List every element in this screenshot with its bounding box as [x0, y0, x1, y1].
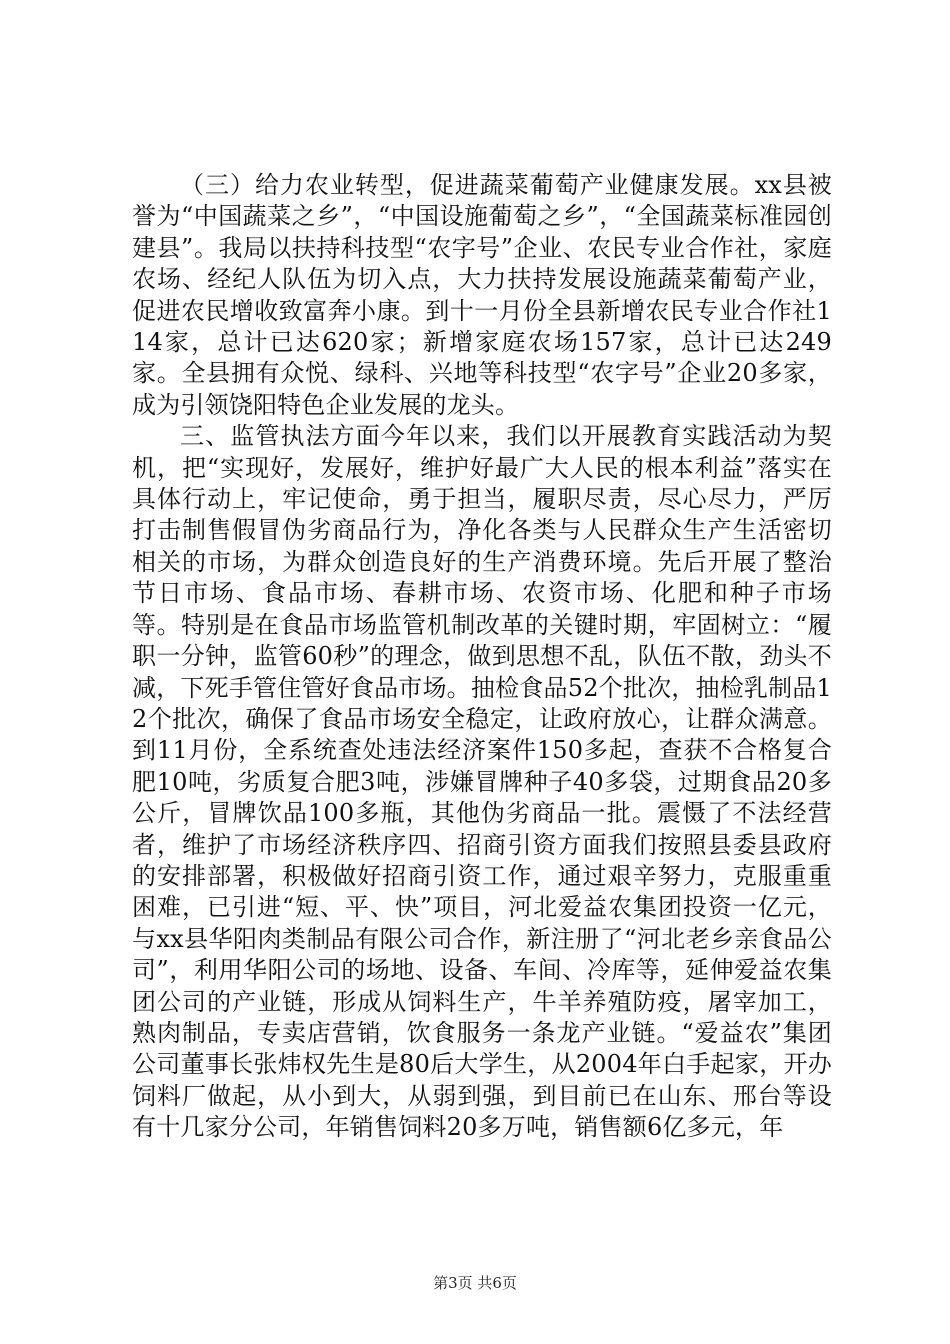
paragraph-agriculture-transformation: （三）给力农业转型，促进蔬菜葡萄产业健康发展。xx县被誉为“中国蔬菜之乡”，“中国设施葡萄之乡”，“全国蔬菜标准园创建县”。我局以扶持科技型“农字号”企业、农民专业合作社，家庭农场、经纪人队伍为切入点，大力扶持发展设施蔬菜葡萄产业，促进农民增收致富奔小康。到十一月份全县新增农民专业合作社114家，总计已达620家；新增家庭农场157家，总计已达249家。全县拥有众悦、绿科、兴地等科技型“农字号”企业20多家，成为引领饶阳特色企业发展的龙头。	[132, 171, 832, 419]
document-body	[132, 170, 832, 1144]
paragraph-supervision-enforcement: 三、监管执法方面今年以来，我们以开展教育实践活动为契机，把“实现好，发展好，维护好最广大人民的根本利益”落实在具体行动上，牢记使命，勇于担当，履职尽责，尽心尽力，严厉打击制售假冒伪劣商品行为，净化各类与人民群众生产生活密切相关的市场，为群众创造良好的生产消费环境。先后开展了整治节日市场、食品市场、春耕市场、农资市场、化肥和种子市场等。特别是在食品市场监管机制改革的关键时期，牢固树立：“履职一分钟，监管60秒”的理念，做到思想不乱，队伍不散，劲头不减，下死手管住管好食品市场。抽检食品52个批次，抽检乳制品12个批次，确保了食品市场安全稳定，让政府放心，让群众满意。到11月份，全系统查处违法经济案件150多起，查获不合格复合肥10吨，劣质复合肥3吨，涉嫌冒牌种子40多袋，过期食品20多公斤，冒牌饮品100多瓶，其他伪劣商品一批。震慑了不法经营者，维护了市场经济秩序四、招商引资方面我们按照县委县政府的安排部署，积极做好招商引资工作，通过艰辛努力，克服重重困难，已引进“短、平、快”项目，河北爱益农集团投资一亿元，与xx县华阳肉类制品有限公司合作，新注册了“河北老乡亲食品公司”，利用华阳公司的场地、设备、车间、冷库等，延伸爱益农集团公司的产业链，形成从饲料生产，牛羊养殖防疫，屠宰加工，熟肉制品，专卖店营销，饮食服务一条龙产业链。“爱益农”集团公司董事长张炜权先生是80后大学生，从2004年白手起家，开办饲料厂做起，从小到大，从弱到强，到目前已在山东、邢台等设有十几家分公司，年销售饲料20多万吨，销售额6亿多元，年	[132, 422, 832, 1142]
page-number-footer: 第3页 共6页	[433, 1274, 517, 1292]
